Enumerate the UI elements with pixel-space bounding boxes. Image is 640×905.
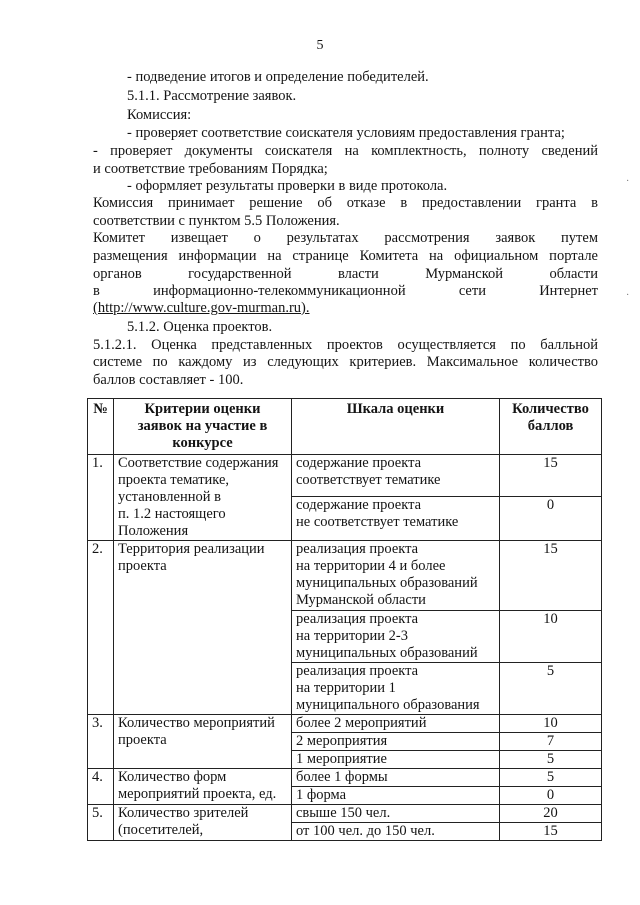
points-cell: 7 [500, 733, 602, 751]
criterion-line: проекта [118, 558, 167, 574]
scale-cell [292, 823, 500, 841]
scale-line: 1 мероприятие [296, 751, 387, 767]
scale-line: более 2 мероприятий [296, 715, 427, 731]
text-line: - подведение итогов и определение победителей. [127, 69, 429, 85]
criterion-cell [114, 455, 292, 541]
text-line: 5.1.2. Оценка проектов. [127, 319, 273, 335]
scale-line: муниципальных образований [296, 575, 478, 591]
text-line: и соответствие требованиям Порядка; [93, 161, 328, 177]
header-criteria: Критерии оценки заявок на участие в конкурсе [114, 399, 292, 455]
table-row [88, 715, 602, 733]
header-points: Количество баллов [500, 399, 602, 455]
row-number: 3. [88, 715, 114, 769]
criterion-line: п. 1.2 настоящего [118, 506, 226, 522]
text-line: соответствии с пунктом 5.5 Положения. [93, 213, 340, 229]
text-word: Мурманской [425, 266, 504, 282]
row-number: 5. [88, 805, 114, 841]
text-line: размещения информации на странице Комитета на официальном портале [93, 248, 598, 264]
text-line [93, 266, 598, 283]
criterion-line: мероприятий проекта, ед. [118, 786, 277, 802]
text-word: Интернет [539, 283, 598, 299]
scale-cell [292, 715, 500, 733]
scale-line: 1 форма [296, 787, 347, 803]
criterion-cell [114, 769, 292, 805]
table-row [88, 541, 602, 611]
scale-line: соответствует тематике [296, 472, 441, 488]
criterion-line: Территория реализации [118, 541, 265, 557]
scale-line: муниципальных образований [296, 645, 478, 661]
table-row [88, 805, 602, 823]
table-row [88, 769, 602, 787]
scale-cell [292, 787, 500, 805]
scale-line: более 1 формы [296, 769, 388, 785]
text-word: в [93, 283, 100, 299]
scale-cell [292, 611, 500, 663]
row-number: 4. [88, 769, 114, 805]
text-word: государственной [188, 266, 292, 282]
text-line: баллов составляет - 100. [93, 372, 244, 388]
margin-mark: · [626, 290, 630, 301]
table-header-row [88, 399, 602, 455]
criterion-line: (посетителей, [118, 822, 204, 838]
criterion-cell [114, 541, 292, 715]
points-cell: 0 [500, 497, 602, 541]
criterion-line: Положения [118, 523, 189, 539]
points-cell: 5 [500, 769, 602, 787]
scale-line: реализация проекта [296, 611, 419, 627]
scale-line: на территории 4 и более [296, 558, 446, 574]
table-row [88, 455, 602, 497]
criterion-line: проекта тематике, [118, 472, 230, 488]
text-word: органов [93, 266, 142, 282]
header-number: № [88, 399, 114, 455]
text-line: Комиссия: [127, 107, 192, 123]
text-word: сети [458, 283, 486, 299]
scale-cell [292, 497, 500, 541]
scale-cell [292, 805, 500, 823]
text-line: (http://www.culture.gov-murman.ru). [93, 300, 310, 316]
text-line: Комиссия принимает решение об отказе в предоставлении гранта в [93, 195, 598, 211]
points-cell: 15 [500, 541, 602, 611]
scale-line: содержание проекта [296, 455, 422, 471]
text-line: - оформляет результаты проверки в виде протокола. [127, 178, 448, 194]
criterion-line: установленной в [118, 489, 221, 505]
points-cell: 15 [500, 455, 602, 497]
margin-mark: · [626, 176, 630, 187]
row-number: 1. [88, 455, 114, 541]
points-cell: 5 [500, 751, 602, 769]
text-word: информационно-телекоммуникационной [153, 283, 406, 299]
scale-cell [292, 733, 500, 751]
points-cell: 0 [500, 787, 602, 805]
scale-line: на территории 1 [296, 680, 396, 696]
points-cell: 15 [500, 823, 602, 841]
points-cell: 20 [500, 805, 602, 823]
scale-line: реализация проекта [296, 663, 419, 679]
scale-cell [292, 751, 500, 769]
criterion-line: Количество мероприятий [118, 715, 275, 731]
text-word: власти [337, 266, 379, 282]
text-line: - проверяет документы соискателя на комплектность, полноту сведений [93, 143, 598, 159]
scale-cell [292, 663, 500, 715]
scale-line: от 100 чел. до 150 чел. [296, 823, 435, 839]
criterion-line: Количество форм [118, 769, 227, 785]
criterion-line: проекта [118, 732, 167, 748]
criterion-cell [114, 715, 292, 769]
scale-line: 2 мероприятия [296, 733, 388, 749]
scale-cell [292, 769, 500, 787]
scale-line: содержание проекта [296, 497, 422, 514]
criterion-line: Соответствие содержания [118, 455, 279, 471]
scale-line: муниципального образования [296, 697, 480, 713]
scale-cell [292, 541, 500, 611]
text-line [93, 283, 598, 300]
scale-line: свыше 150 чел. [296, 805, 391, 821]
criterion-cell [114, 805, 292, 841]
row-number: 2. [88, 541, 114, 715]
scale-line: реализация проекта [296, 541, 419, 557]
text-line: 5.1.2.1. Оценка представленных проектов осуществляется по балльной [93, 337, 598, 353]
criterion-line: Количество зрителей [118, 805, 249, 821]
criteria-table [87, 398, 602, 841]
text-line: - проверяет соответствие соискателя условиям предоставления гранта; [127, 125, 565, 141]
scale-cell [292, 455, 500, 497]
points-cell: 10 [500, 715, 602, 733]
scale-line: Мурманской области [296, 592, 426, 608]
points-cell: 5 [500, 663, 602, 715]
points-cell: 10 [500, 611, 602, 663]
text-line: Комитет извещает о результатах рассмотрения заявок путем [93, 230, 598, 246]
scale-line: на территории 2-3 [296, 628, 408, 644]
header-scale: Шкала оценки [292, 399, 500, 455]
page-number: 5 [316, 38, 324, 53]
text-line: системе по каждому из следующих критериев. Максимальное количество [93, 354, 598, 370]
scale-line: не соответствует тематике [296, 514, 459, 531]
text-line: 5.1.1. Рассмотрение заявок. [127, 88, 297, 104]
text-word: области [549, 266, 598, 282]
